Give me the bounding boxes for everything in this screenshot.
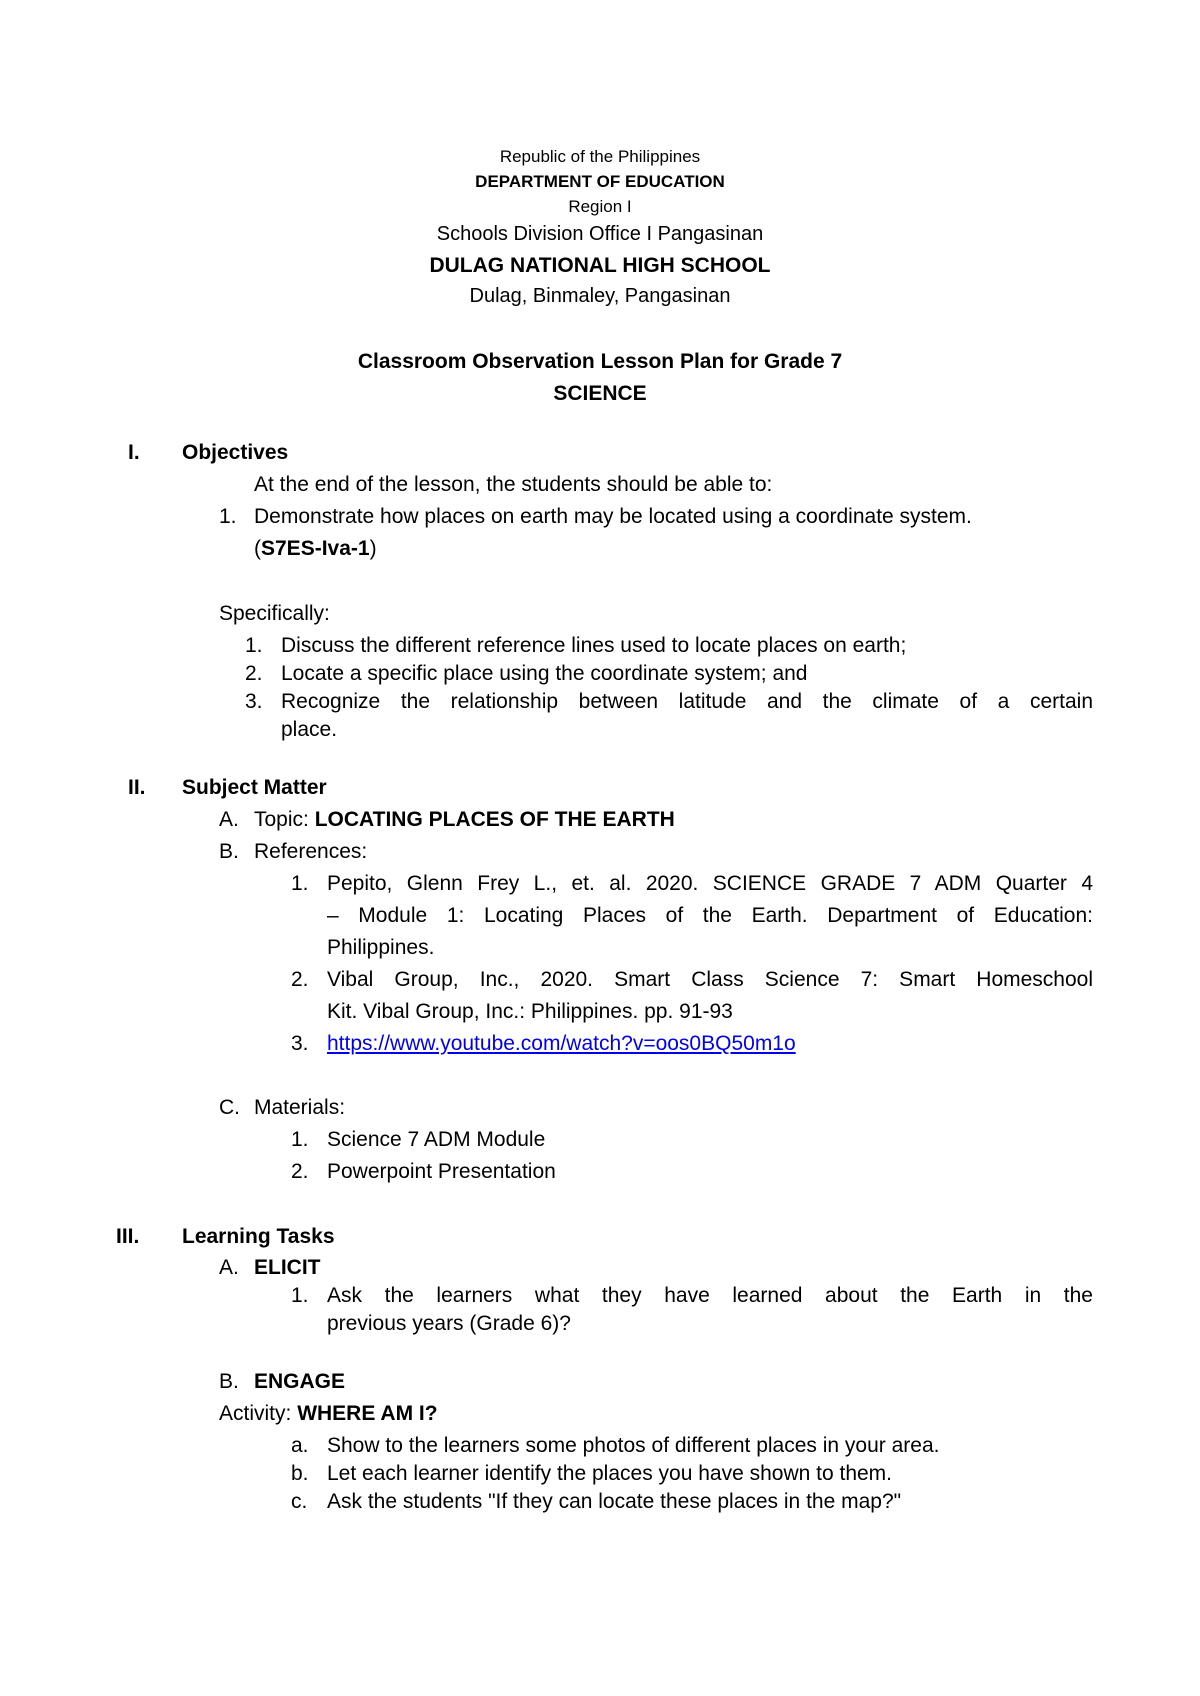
section-heading-subject: Subject Matter [182,776,327,799]
section-numeral: II. [128,776,146,799]
material-item: Powerpoint Presentation [327,1160,556,1183]
list-number: 2. [245,662,263,685]
topic-line [254,807,675,833]
list-number: 2. [291,1160,309,1183]
lesson-subject: SCIENCE [553,382,647,405]
objectives-intro: At the end of the lesson, the students should be able to: [254,473,773,496]
division-line: Schools Division Office I Pangasinan [436,223,764,245]
specific-objective: Discuss the different reference lines used to locate places on earth; [281,634,907,657]
list-letter: A. [219,1256,239,1279]
list-number: 1. [245,634,263,657]
engage-step: Show to the learners some photos of different places in your area. [327,1434,940,1457]
competency-code: S7ES-Iva-1 [261,537,370,560]
materials-label: Materials: [254,1096,346,1119]
list-letter: c. [291,1490,308,1513]
list-number: 1. [291,1284,309,1307]
lesson-title: Classroom Observation Lesson Plan for Grade 7 [357,350,843,373]
reference-text: – Module 1: Locating Places of the Earth. Department of Education: [327,904,1093,927]
elicit-text: Ask the learners what they have learned about the Earth in the [327,1284,1093,1307]
youtube-reference-link[interactable]: https://www.youtube.com/watch?v=oos0BQ50m1o [327,1032,796,1055]
engage-step: Let each learner identify the places you have shown to them. [327,1462,893,1485]
reference-text: Pepito, Glenn Frey L., et. al. 2020. SCIENCE GRADE 7 ADM Quarter 4 [327,872,1093,895]
specifically-label: Specifically: [219,602,330,625]
activity-line [219,1401,438,1427]
school-address: Dulag, Binmaley, Pangasinan [469,285,731,307]
section-heading-tasks: Learning Tasks [182,1225,335,1248]
engage-step: Ask the students "If they can locate these places in the map?" [327,1490,902,1513]
specific-objective: Locate a specific place using the coordinate system; and [281,662,808,685]
paren-open: ( [254,537,261,560]
reference-text: Philippines. [327,936,435,959]
objective-main: Demonstrate how places on earth may be located using a coordinate system. [254,505,972,528]
list-letter: A. [219,808,239,831]
list-number: 3. [245,690,263,713]
list-number: 1. [219,505,237,528]
references-label: References: [254,840,368,863]
specific-objective: Recognize the relationship between latitude and the climate of a certain [281,690,1093,713]
list-letter: C. [219,1096,240,1119]
list-number: 1. [291,1128,309,1151]
reference-text: Vibal Group, Inc., 2020. Smart Class Science 7: Smart Homeschool [327,968,1093,991]
paren-close: ) [369,537,377,560]
list-number: 3. [291,1032,309,1055]
activity-value: WHERE AM I? [297,1402,438,1425]
section-heading-objectives: Objectives [182,441,289,464]
reference-text: Kit. Vibal Group, Inc.: Philippines. pp. 91-93 [327,1000,733,1023]
specific-objective-cont: place. [281,718,338,741]
competency-code-line [254,536,377,562]
list-number: 1. [291,872,309,895]
section-numeral: I. [128,441,140,464]
activity-label: Activity: [219,1402,298,1425]
department-line: DEPARTMENT OF EDUCATION [475,172,725,191]
topic-label: Topic: [254,808,315,831]
region-line: Region I [568,197,632,216]
school-name: DULAG NATIONAL HIGH SCHOOL [429,254,771,277]
list-letter: B. [219,840,239,863]
topic-value: LOCATING PLACES OF THE EARTH [314,808,675,831]
elicit-text: previous years (Grade 6)? [327,1312,571,1335]
list-letter: B. [219,1370,239,1393]
section-numeral: III. [116,1225,140,1248]
list-letter: a. [291,1434,309,1457]
engage-label: ENGAGE [254,1370,346,1393]
list-letter: b. [291,1462,309,1485]
list-number: 2. [291,968,309,991]
material-item: Science 7 ADM Module [327,1128,546,1151]
elicit-label: ELICIT [254,1256,321,1279]
republic-line: Republic of the Philippines [499,147,701,166]
